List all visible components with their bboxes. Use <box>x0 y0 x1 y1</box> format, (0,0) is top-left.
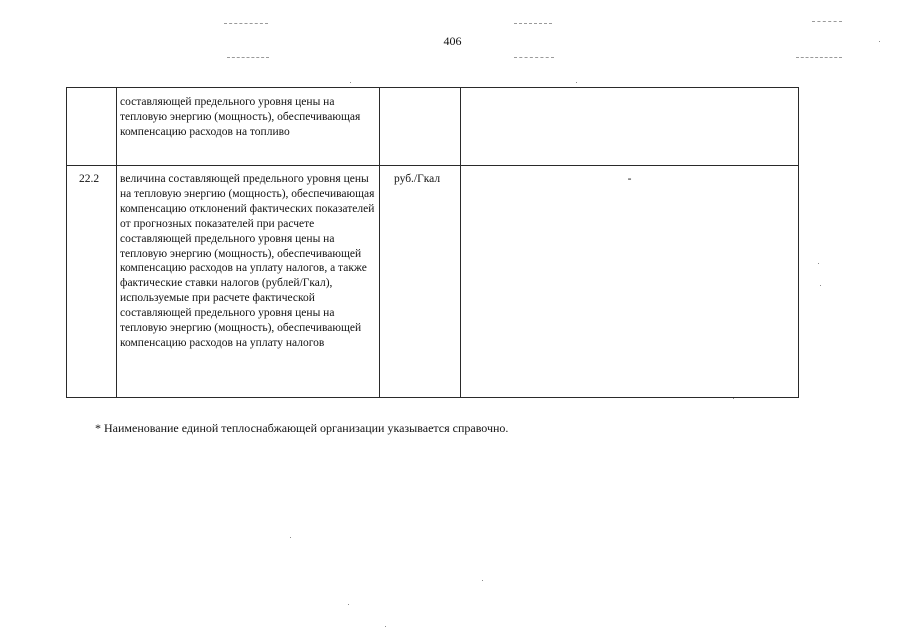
scan-artifact <box>227 57 269 58</box>
data-table <box>66 87 799 398</box>
unit-cell: руб./Гкал <box>380 166 461 398</box>
row-number-cell: 22.2 <box>67 166 117 398</box>
scan-artifact <box>224 23 268 24</box>
table-row <box>67 88 799 166</box>
scan-artifact <box>348 604 349 605</box>
scan-artifact <box>576 82 577 83</box>
scan-artifact <box>350 82 351 83</box>
scan-artifact <box>812 21 842 22</box>
scan-artifact <box>482 580 483 581</box>
value-cell: - <box>461 166 799 398</box>
scan-artifact <box>514 23 552 24</box>
table-row <box>67 166 799 398</box>
scan-artifact <box>290 537 291 538</box>
scan-artifact <box>385 626 386 627</box>
page-number: 406 <box>443 34 462 48</box>
scan-artifact <box>796 57 842 58</box>
scan-artifact <box>820 285 821 286</box>
footnote: * Наименование единой теплоснабжающей организации указывается справочно. <box>95 421 509 435</box>
scan-artifact <box>733 398 734 399</box>
scan-artifact <box>818 263 819 264</box>
description-cell: составляющей предельного уровня цены на тепловую энергию (мощность), обеспечивающая компенсацию расходов на топливо <box>117 88 380 166</box>
unit-cell <box>380 88 461 166</box>
description-cell: величина составляющей предельного уровня цены на тепловую энергию (мощность), обеспечивающая компенсацию отклонений фактических показателей от прогнозных показателей при расчете составляющей предельного уровня цены на тепловую энергию (мощность), обеспечивающей компенсацию расходов на уплату налогов, а также фактические ставки налогов (рублей/Гкал), используемые при расчете фактической составляющей предельного уровня цены на тепловую энергию (мощность), обеспечивающей компенсацию расходов на уплату налогов <box>117 166 380 398</box>
scan-artifact <box>514 57 554 58</box>
value-cell <box>461 88 799 166</box>
row-number-cell <box>67 88 117 166</box>
